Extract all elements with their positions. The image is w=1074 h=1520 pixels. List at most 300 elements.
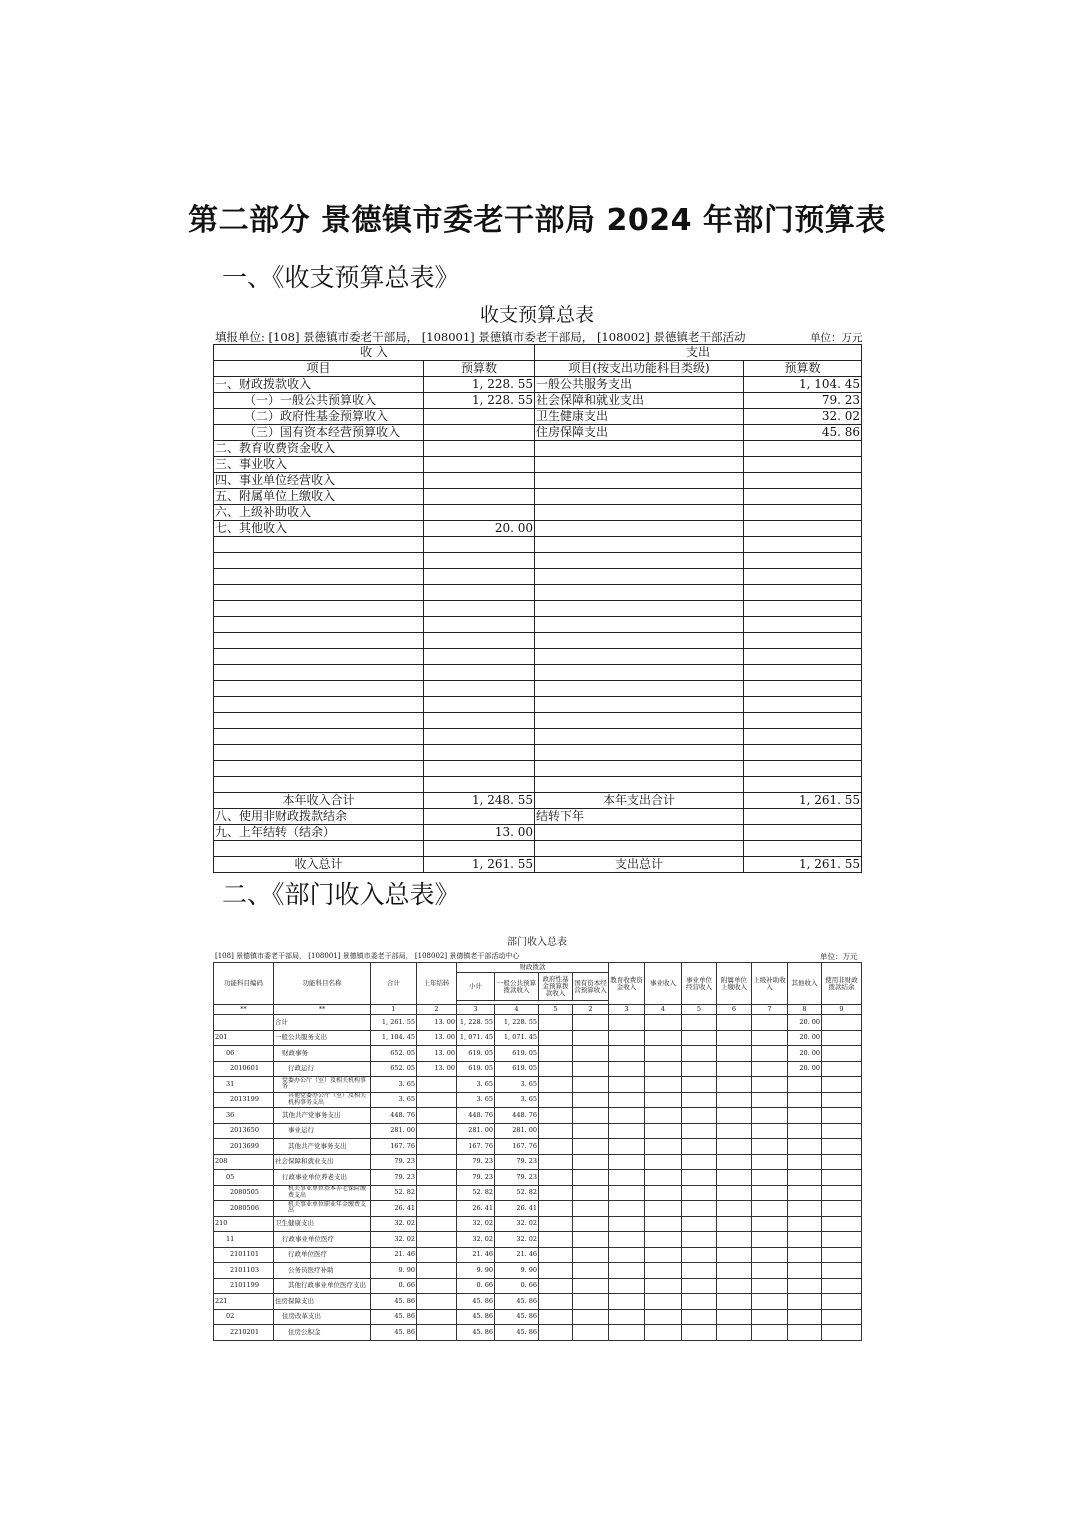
table2-header-row1 [214,963,862,973]
expense-value [744,729,862,745]
cell-prev: 13. 00 [417,1030,457,1046]
cell-other [788,1309,822,1325]
cell-other [788,1092,822,1108]
expense-value [744,505,862,521]
cell-gen: 619. 05 [495,1061,539,1077]
cell-code: 2080506 [214,1201,274,1217]
income-value: 1, 228. 55 [424,377,535,393]
cell-empty [539,1278,573,1294]
col-income-item: 项目 [214,361,424,377]
expense-item [535,441,744,457]
cell-prev: 13. 00 [417,1046,457,1062]
cell-empty [539,1108,573,1124]
income-item: 五、附属单位上缴收入 [214,489,424,505]
cell-empty [717,1170,752,1186]
cell-empty [717,1015,752,1031]
income-value [424,697,535,713]
table2-row [214,1216,862,1232]
income-value [424,617,535,633]
cell-empty [609,1247,645,1263]
index-cell: 2 [573,1005,609,1015]
cell-empty [573,1170,609,1186]
cell-prev [417,1294,457,1310]
table2-row [214,1154,862,1170]
h-affil: 附属单位上缴收入 [717,963,752,1005]
cell-empty [573,1077,609,1093]
cell-empty [822,1061,862,1077]
h-edu: 教育收费资金收入 [609,963,645,1005]
cell-empty [609,1123,645,1139]
blank-row [214,841,862,857]
table2-filing-unit: [108] 景德镇市委老干部局， [108001] 景德镇市委老干部局， [108002] 景德镇老干部活动中心 [215,952,520,960]
cell-prev [417,1278,457,1294]
cell-total: 26. 41 [371,1201,417,1217]
cell-gen: 32. 02 [495,1232,539,1248]
index-cell: 4 [645,1005,682,1015]
cell-empty [822,1139,862,1155]
cell-empty [573,1030,609,1046]
cell-sub: 1, 228. 55 [457,1015,495,1031]
cell-empty [573,1325,609,1341]
cell-prev [417,1170,457,1186]
cell-empty [822,1108,862,1124]
cell-gen: 45. 86 [495,1325,539,1341]
cell-empty [539,1232,573,1248]
cell-empty [822,1309,862,1325]
expense-value [744,521,862,537]
table1-row [214,457,862,473]
cell-sub: 79. 23 [457,1170,495,1186]
table2-row [214,1139,862,1155]
cell-empty [822,1247,862,1263]
cell-prev: 13. 00 [417,1015,457,1031]
table1-row [214,393,862,409]
cell-empty [752,1216,788,1232]
income-item: （三）国有资本经营预算收入 [214,425,424,441]
h-govfund: 政府性基金预算拨款收入 [539,973,573,1001]
expense-item [535,521,744,537]
table1-row [214,601,862,617]
expense-item [535,777,744,793]
cell-empty [573,1061,609,1077]
cell-sub: 45. 86 [457,1309,495,1325]
cell-empty [717,1294,752,1310]
cell-empty [717,1309,752,1325]
cell-empty [752,1123,788,1139]
grand-expense-label: 支出总计 [535,857,744,873]
h-name: 功能科目名称 [274,963,371,1005]
table2-row [214,1030,862,1046]
cell-empty [682,1263,717,1279]
table1-filing-unit: 填报单位: [108] 景德镇市委老干部局， [108001] 景德镇市委老干部局， [108002] 景德镇老干部活动 [215,330,746,344]
table2-unit: 单位：万元 [820,952,858,961]
expense-value: 45. 86 [744,425,862,441]
expense-value [744,649,862,665]
cell-other: 20. 00 [788,1030,822,1046]
cell-empty [609,1216,645,1232]
table2-row [214,1309,862,1325]
cell-code: 05 [214,1170,274,1186]
prev-year-row [214,825,862,841]
income-item: 三、事业收入 [214,457,424,473]
cell-empty [682,1325,717,1341]
cell-name: 住房保障支出 [274,1294,371,1310]
h-subtotal: 小计 [457,973,495,1001]
expense-value [744,681,862,697]
expense-item [535,681,744,697]
cell-empty [573,1278,609,1294]
index-cell: 4 [495,1005,539,1015]
cell-name: 其他党委办公厅（室）及相关机构事务支出 [274,1092,371,1108]
cell-prev [417,1108,457,1124]
table1-row [214,409,862,425]
cell-empty [682,1201,717,1217]
cell-empty [822,1030,862,1046]
expense-value [744,457,862,473]
table1-row [214,649,862,665]
cell-other [788,1216,822,1232]
cell-empty [717,1061,752,1077]
h-superior: 上级补助收入 [752,963,788,1005]
expense-value [744,537,862,553]
carry-next-label: 结转下年 [535,809,744,825]
cell-empty [717,1030,752,1046]
expense-value: 79. 23 [744,393,862,409]
cell-gen: 281. 00 [495,1123,539,1139]
income-value [424,585,535,601]
table2-row [214,1278,862,1294]
cell-empty [609,1092,645,1108]
cell-name: 一般公共服务支出 [274,1030,371,1046]
cell-other: 20. 00 [788,1046,822,1062]
h-general: 一般公共预算拨款收入 [495,973,539,1001]
cell-empty [717,1185,752,1201]
table1-row [214,713,862,729]
cell-total: 167. 76 [371,1139,417,1155]
cell-empty [573,1046,609,1062]
cell-empty [752,1046,788,1062]
cell-empty [717,1263,752,1279]
index-cell: ** [274,1005,371,1015]
cell-total: 45. 86 [371,1309,417,1325]
cell-other [788,1201,822,1217]
expense-value [744,473,862,489]
index-cell: 5 [539,1005,573,1015]
cell-code: 2010601 [214,1061,274,1077]
cell-empty [573,1232,609,1248]
cell-code [214,1015,274,1031]
cell-empty [539,1154,573,1170]
index-cell: 1 [371,1005,417,1015]
income-item [214,745,424,761]
cell-name: 其他共产党事务支出 [274,1139,371,1155]
cell-empty [609,1263,645,1279]
index-cell: 9 [822,1005,862,1015]
cell-empty [752,1247,788,1263]
cell-code: 2101103 [214,1263,274,1279]
cell-gen: 45. 86 [495,1294,539,1310]
expense-value [744,633,862,649]
cell-empty [752,1030,788,1046]
cell-code: 2013650 [214,1123,274,1139]
cell-total: 652. 05 [371,1061,417,1077]
cell-other [788,1139,822,1155]
cell-sub: 26. 41 [457,1201,495,1217]
income-value [424,489,535,505]
expense-value [744,553,862,569]
cell-empty [645,1139,682,1155]
cell-empty [539,1263,573,1279]
expense-item [535,729,744,745]
cell-total: 3. 65 [371,1077,417,1093]
table2-row [214,1092,862,1108]
cell-sub: 1, 071. 45 [457,1030,495,1046]
cell-empty [573,1154,609,1170]
income-value [424,505,535,521]
income-value [424,409,535,425]
cell-sub: 9. 90 [457,1263,495,1279]
cell-gen: 21. 46 [495,1247,539,1263]
cell-empty [609,1077,645,1093]
cell-empty [539,1201,573,1217]
cell-empty [573,1247,609,1263]
cell-empty [573,1263,609,1279]
expense-item [535,745,744,761]
expense-item [535,585,744,601]
cell-prev [417,1154,457,1170]
cell-empty [717,1278,752,1294]
expense-item [535,601,744,617]
cell-empty [822,1123,862,1139]
grand-expense-value: 1, 261. 55 [744,857,862,873]
table2-row [214,1170,862,1186]
expense-header: 支出 [535,345,862,361]
expense-value [744,665,862,681]
cell-empty [752,1201,788,1217]
table2-row [214,1015,862,1031]
cell-empty [682,1185,717,1201]
cell-total: 79. 23 [371,1170,417,1186]
income-value [424,537,535,553]
cell-empty [752,1015,788,1031]
table2-index-row [214,1005,862,1015]
cell-empty [752,1092,788,1108]
grand-total-row [214,857,862,873]
cell-total: 21. 46 [371,1247,417,1263]
cell-empty [609,1309,645,1325]
index-cell: ** [214,1005,274,1015]
index-cell: 2 [417,1005,457,1015]
cell-empty [822,1294,862,1310]
cell-prev [417,1263,457,1279]
table2-row [214,1232,862,1248]
cell-empty [573,1123,609,1139]
income-value [424,553,535,569]
h-other: 其他收入 [788,963,822,1005]
cell-code: 2210201 [214,1325,274,1341]
cell-empty [682,1061,717,1077]
cell-name: 卫生健康支出 [274,1216,371,1232]
cell-gen: 1, 228. 55 [495,1015,539,1031]
cell-empty [609,1170,645,1186]
income-item [214,777,424,793]
cell-empty [645,1325,682,1341]
cell-empty [609,1278,645,1294]
prev-year-label: 九、上年结转（结余） [214,825,424,841]
cell-code: 31 [214,1077,274,1093]
cell-sub: 619. 05 [457,1061,495,1077]
income-value [424,441,535,457]
cell-empty [539,1123,573,1139]
cell-prev [417,1232,457,1248]
cell-empty [717,1092,752,1108]
expense-item: 社会保障和就业支出 [535,393,744,409]
cell-total: 0. 66 [371,1278,417,1294]
cell-empty [645,1294,682,1310]
cell-empty [609,1325,645,1341]
cell-code: 2080505 [214,1185,274,1201]
cell-prev [417,1077,457,1093]
cell-empty [645,1247,682,1263]
cell-empty [717,1216,752,1232]
income-value [424,649,535,665]
cell-empty [539,1092,573,1108]
cell-name: 机关事业单位职业年金缴费支出 [274,1201,371,1217]
cell-empty [573,1294,609,1310]
expense-item [535,553,744,569]
cell-sub: 3. 65 [457,1077,495,1093]
cell-prev [417,1092,457,1108]
expense-value [744,617,862,633]
cell-other [788,1278,822,1294]
cell-empty [752,1185,788,1201]
cell-other [788,1170,822,1186]
cell-total: 652. 05 [371,1046,417,1062]
cell-code: 2101101 [214,1247,274,1263]
cell-code: 221 [214,1294,274,1310]
expense-value [744,601,862,617]
cell-name: 财政事务 [274,1046,371,1062]
cell-empty [682,1294,717,1310]
cell-empty [752,1170,788,1186]
expense-value [744,569,862,585]
cell-empty [822,1216,862,1232]
cell-empty [539,1216,573,1232]
table1-row [214,617,862,633]
cell-gen: 1, 071. 45 [495,1030,539,1046]
cell-empty [573,1108,609,1124]
section-heading-1: 一、《收支预算总表》 [222,263,460,292]
cell-sub: 32. 02 [457,1216,495,1232]
cell-name: 机关事业单位基本养老保险缴费支出 [274,1185,371,1201]
expense-item [535,537,744,553]
cell-empty [645,1309,682,1325]
income-value [424,425,535,441]
income-item [214,601,424,617]
income-item [214,697,424,713]
cell-empty [609,1061,645,1077]
table1-row [214,489,862,505]
cell-name: 其他行政事业单位医疗支出 [274,1278,371,1294]
total-row [214,793,862,809]
cell-empty [645,1201,682,1217]
income-item [214,729,424,745]
cell-empty [682,1278,717,1294]
cell-empty [752,1154,788,1170]
income-value: 1, 228. 55 [424,393,535,409]
h-prev: 上年结转 [417,963,457,1005]
cell-empty [573,1185,609,1201]
cell-empty [645,1123,682,1139]
income-value [424,713,535,729]
cell-total: 1, 261. 55 [371,1015,417,1031]
cell-empty [682,1139,717,1155]
table2-title: 部门收入总表 [507,937,567,948]
table1-row [214,729,862,745]
cell-code: 2013199 [214,1092,274,1108]
cell-empty [822,1092,862,1108]
expense-item [535,617,744,633]
cell-empty [645,1154,682,1170]
cell-name: 其他共产党事务支出 [274,1108,371,1124]
grand-income-value: 1, 261. 55 [424,857,535,873]
expense-value [744,777,862,793]
index-cell: 6 [717,1005,752,1015]
income-value: 20. 00 [424,521,535,537]
income-item: （一）一般公共预算收入 [214,393,424,409]
cell-sub: 281. 00 [457,1123,495,1139]
cell-other: 20. 00 [788,1015,822,1031]
cell-empty [573,1139,609,1155]
cell-prev [417,1216,457,1232]
expense-item [535,569,744,585]
cell-empty [752,1077,788,1093]
h-career: 事业收入 [645,963,682,1005]
cell-other [788,1247,822,1263]
cell-name: 住房改革支出 [274,1309,371,1325]
cell-empty [539,1061,573,1077]
cell-empty [609,1185,645,1201]
budget-summary-table [213,344,862,873]
cell-empty [822,1201,862,1217]
cell-prev [417,1185,457,1201]
cell-empty [682,1123,717,1139]
cell-prev [417,1309,457,1325]
cell-total: 3. 65 [371,1092,417,1108]
income-value [424,729,535,745]
h-fiscal: 财政拨款 [457,963,609,973]
cell-gen: 3. 65 [495,1077,539,1093]
cell-gen: 79. 23 [495,1170,539,1186]
table2-row [214,1185,862,1201]
cell-empty [822,1185,862,1201]
cell-name: 社会保障和就业支出 [274,1154,371,1170]
cell-sub: 619. 05 [457,1046,495,1062]
income-value [424,665,535,681]
cell-code: 210 [214,1216,274,1232]
h-nonfiscal: 使用非财政拨款结余 [822,963,862,1005]
cell-name: 行政事业单位养老支出 [274,1170,371,1186]
income-item [214,553,424,569]
cell-empty [609,1015,645,1031]
cell-total: 32. 02 [371,1216,417,1232]
cell-empty [539,1325,573,1341]
cell-sub: 45. 86 [457,1325,495,1341]
index-cell: 3 [609,1005,645,1015]
cell-other [788,1263,822,1279]
cell-empty [682,1030,717,1046]
income-item [214,681,424,697]
